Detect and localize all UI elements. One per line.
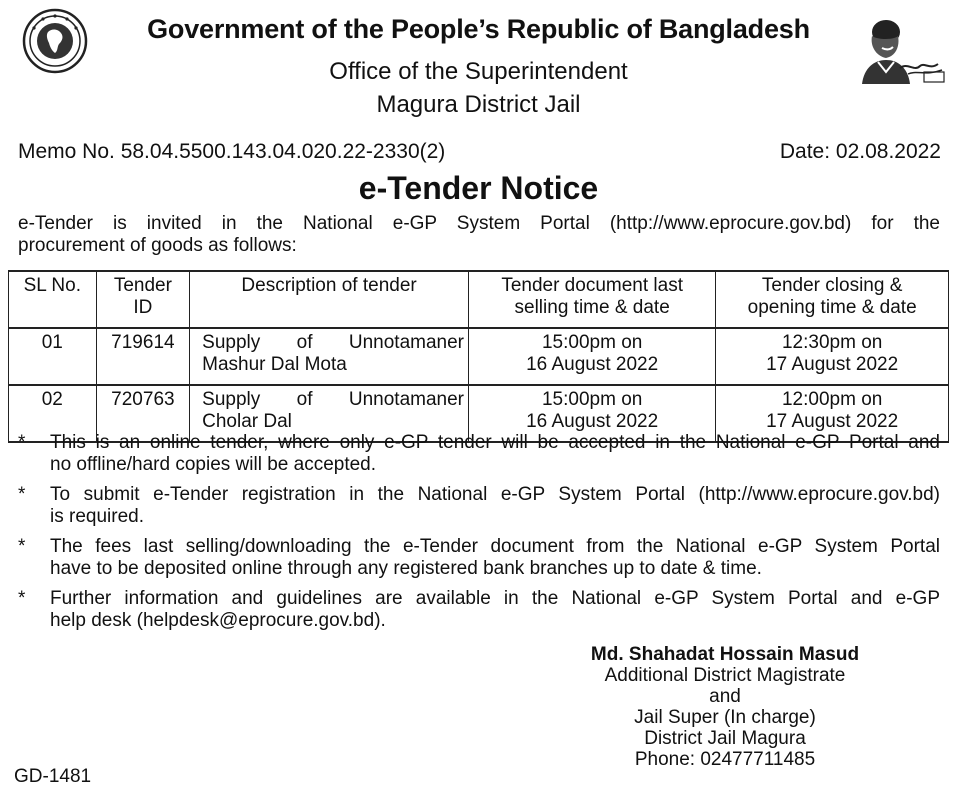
memo-date: Date: 02.08.2022 [779, 140, 941, 163]
gd-code: GD-1481 [14, 766, 92, 787]
header-closing-time: Tender closing & opening time & date [716, 271, 949, 328]
bullet-mark: * [18, 536, 26, 557]
bullet-mark: * [18, 484, 26, 505]
intro-paragraph [18, 213, 940, 257]
intro-line-1: e-Tender is invited in the National e-GP System Portal (http://www.eprocure.gov.bd) for the [18, 213, 940, 234]
jail-name: Magura District Jail [376, 91, 581, 118]
signatory-office: District Jail Magura [644, 728, 806, 749]
signatory-phone: Phone: 02477711485 [634, 749, 816, 770]
list-item: * This is an online tender, where only e-GP tender will be accepted in the National e-GP Portal and no offline/hard copies will be accepted. [18, 432, 940, 475]
row-closing-time: 12:30pm on 17 August 2022 [716, 328, 949, 385]
notes-list [18, 432, 940, 640]
office-name: Office of the Superintendent [329, 58, 628, 85]
bullet-mark: * [18, 588, 26, 609]
row-tender-id: 719614 [96, 328, 190, 385]
government-title: Government of the People’s Republic of Bangladesh [147, 14, 810, 44]
signatory-title-2: Jail Super (In charge) [634, 707, 816, 728]
row-closing-time: 12:00pm on 17 August 2022 [716, 385, 949, 442]
intro-line-2: procurement of goods as follows: [18, 235, 297, 256]
row-selling-time: 15:00pm on 16 August 2022 [469, 385, 716, 442]
row-selling-time: 15:00pm on 16 August 2022 [469, 328, 716, 385]
row-tender-id: 720763 [96, 385, 190, 442]
bullet-mark: * [18, 432, 26, 453]
row-sl-no: 02 [9, 385, 97, 442]
row-description: Supply of Unnotamaner Cholar Dal [190, 385, 469, 442]
row-sl-no: 01 [9, 328, 97, 385]
signatory-name: Md. Shahadat Hossain Masud [590, 644, 860, 665]
list-item: * Further information and guidelines are available in the National e-GP System Portal and e-GP help desk (helpdesk@eprocure.gov.bd). [18, 588, 940, 631]
table-header-row [9, 271, 949, 328]
header-selling-time: Tender document last selling time & date [469, 271, 716, 328]
header-tender-id: Tender ID [96, 271, 190, 328]
memo-number: Memo No. 58.04.5500.143.04.020.22-2330(2) [18, 140, 446, 163]
list-item: * The fees last selling/downloading the e-Tender document from the National e-GP System Portal have to be deposited online through any registered bank branches up to date & time. [18, 536, 940, 579]
tender-table [8, 270, 949, 443]
header-sl-no: SL No. [9, 271, 97, 328]
list-item: * To submit e-Tender registration in the National e-GP System Portal (http://www.eprocure.gov.bd) is required. [18, 484, 940, 527]
header-description: Description of tender [190, 271, 469, 328]
signature-block [560, 644, 890, 770]
row-description: Supply of Unnotamaner Mashur Dal Mota [190, 328, 469, 385]
signatory-title-1: Additional District Magistrate [604, 665, 846, 686]
signatory-and: and [709, 686, 741, 707]
table-row [9, 328, 949, 385]
notice-title: e-Tender Notice [358, 170, 599, 206]
